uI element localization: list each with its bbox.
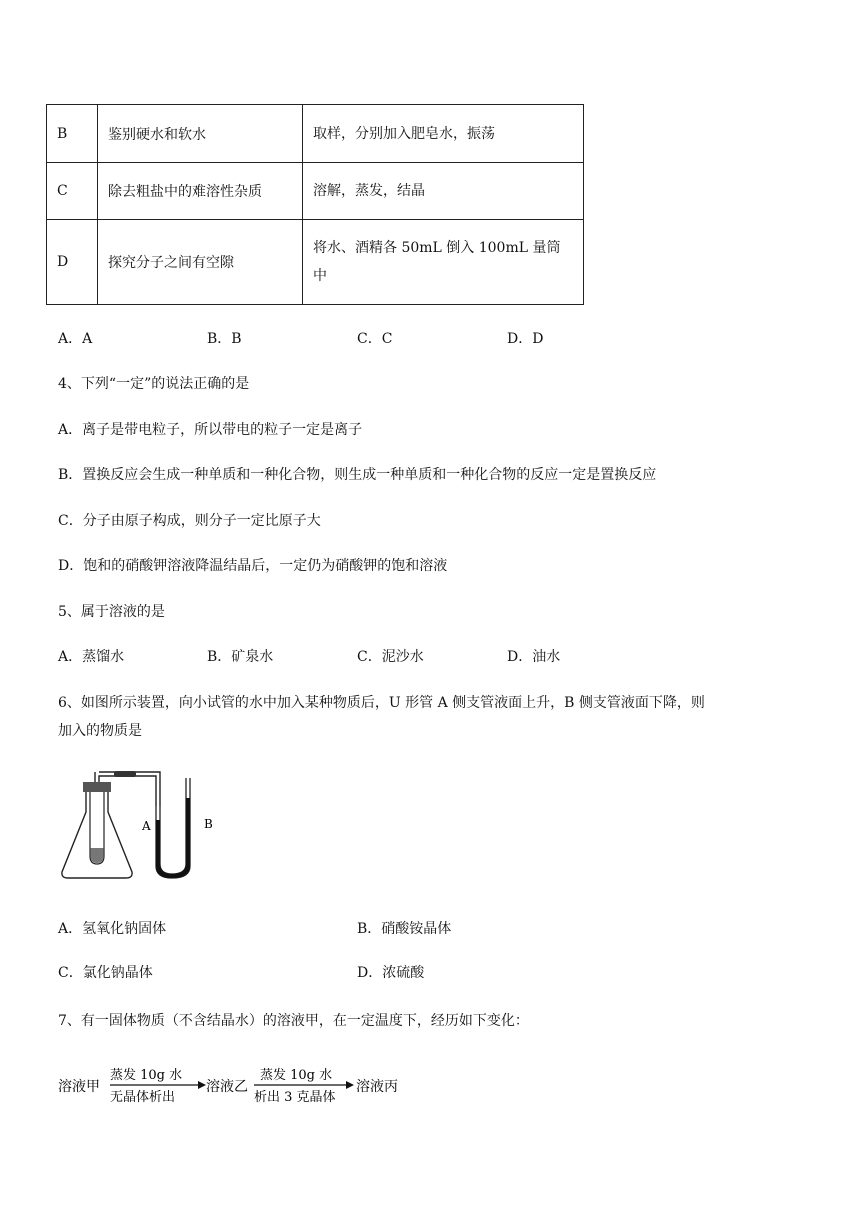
table-row — [47, 163, 584, 220]
q4-option-d: D．饱和的硝酸钾溶液降温结晶后，一定仍为硝酸钾的饱和溶液 — [58, 558, 448, 574]
table-cell-purpose: 鉴别硬水和软水 — [98, 105, 303, 163]
table-cell-purpose: 探究分子之间有空隙 — [98, 220, 303, 305]
flow-start: 溶液甲 — [58, 1079, 100, 1095]
table-row — [47, 220, 584, 305]
q3-option-b: B．B — [207, 331, 242, 347]
q6-option-b: B．硝酸铵晶体 — [357, 921, 452, 937]
u-tube-outer — [156, 778, 190, 878]
arrowhead-2 — [346, 1081, 354, 1089]
q3-option-a: A．A — [58, 331, 93, 347]
table-row — [47, 105, 584, 163]
test-tube-liquid — [91, 848, 104, 863]
flow-mid: 溶液乙 — [206, 1079, 248, 1095]
flow-step2-top: 蒸发 10g 水 — [260, 1068, 333, 1083]
q4-stem: 4、下列“一定”的说法正确的是 — [58, 376, 250, 392]
table-cell-method: 溶解，蒸发，结晶 — [303, 163, 584, 220]
options-table — [46, 104, 584, 305]
table-cell-label: B — [47, 105, 98, 163]
q4-option-c: C．分子由原子构成，则分子一定比原子大 — [58, 513, 321, 529]
arrowhead-1 — [198, 1081, 206, 1089]
q4-option-a: A．离子是带电粒子，所以带电的粒子一定是离子 — [58, 422, 363, 438]
q6-option-d: D．浓硫酸 — [357, 965, 425, 981]
process-flow-diagram — [58, 1060, 418, 1110]
table-cell-label: C — [47, 163, 98, 220]
q5-option-a: A．蒸馏水 — [58, 649, 125, 665]
table-cell-method: 将水、酒精各 50mL 倒入 100mL 量筒中 — [303, 220, 584, 305]
q6-option-a: A．氢氧化钠固体 — [58, 921, 167, 937]
table-cell-method: 取样，分别加入肥皂水，振荡 — [303, 105, 584, 163]
flow-end: 溶液丙 — [356, 1079, 398, 1095]
label-a: A — [142, 819, 151, 833]
q6-stem-line1: 6、如图所示装置，向小试管的水中加入某种物质后，U 形管 A 侧支管液面上升，B 侧支管液面下降，则 — [58, 695, 705, 711]
table-cell-purpose: 除去粗盐中的难溶性杂质 — [98, 163, 303, 220]
q5-option-c: C．泥沙水 — [357, 649, 424, 665]
flask-outline — [62, 790, 132, 878]
rubber-joint — [114, 771, 136, 777]
flow-step2-bottom: 析出 3 克晶体 — [254, 1090, 336, 1105]
q7-stem: 7、有一固体物质（不含结晶水）的溶液甲，在一定温度下，经历如下变化： — [58, 1013, 529, 1029]
q3-option-c: C．C — [357, 331, 393, 347]
q6-option-c: C．氯化钠晶体 — [58, 965, 153, 981]
flow-step1-top: 蒸发 10g 水 — [110, 1068, 183, 1083]
q3-option-d: D．D — [507, 331, 544, 347]
label-b: B — [204, 817, 213, 831]
q5-stem: 5、属于溶液的是 — [58, 604, 165, 620]
apparatus-figure — [58, 768, 223, 886]
u-tube-liquid — [156, 798, 190, 878]
q5-option-d: D．油水 — [507, 649, 561, 665]
q5-option-b: B．矿泉水 — [207, 649, 274, 665]
q6-stem-line2: 加入的物质是 — [58, 723, 142, 739]
flow-step1-bottom: 无晶体析出 — [110, 1090, 176, 1105]
table-cell-label: D — [47, 220, 98, 305]
stopper — [83, 782, 111, 792]
q4-option-b: B．置换反应会生成一种单质和一种化合物，则生成一种单质和一种化合物的反应一定是置换反应 — [58, 467, 657, 483]
u-tube-inner — [160, 778, 186, 874]
